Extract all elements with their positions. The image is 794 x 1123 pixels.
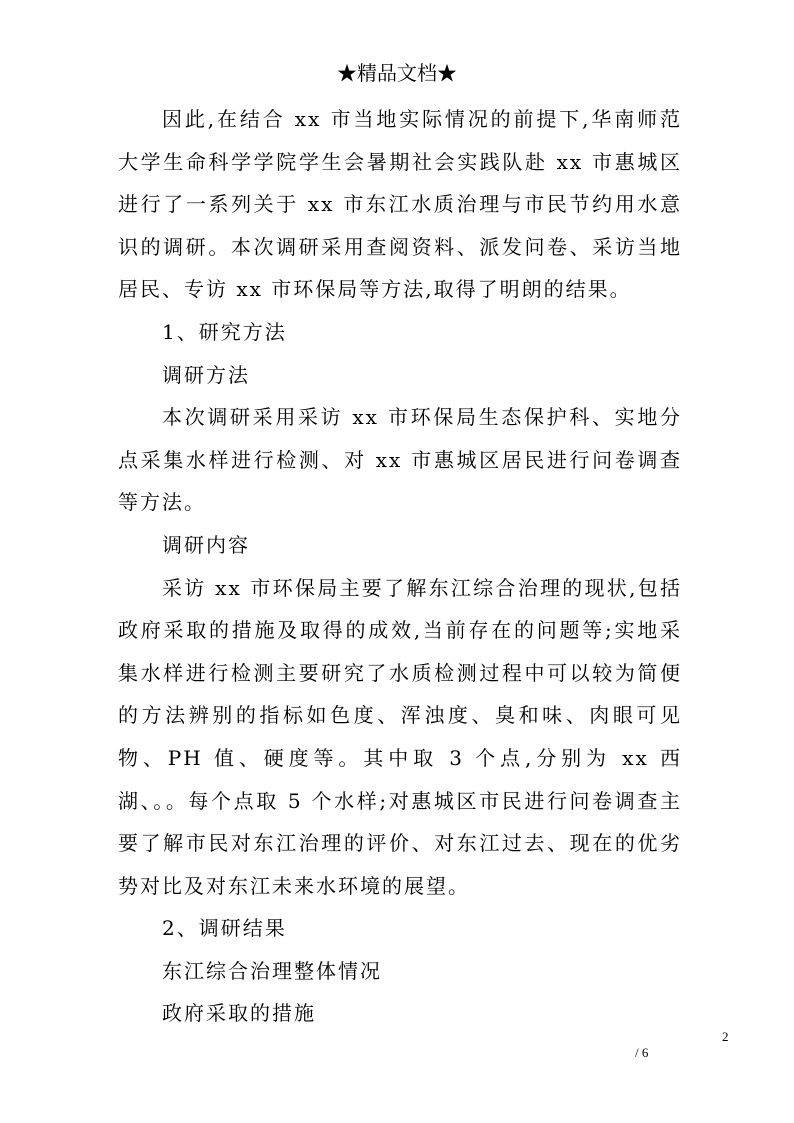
section-heading-survey-results: 2、调研结果 xyxy=(162,916,287,941)
subheading-government-measures: 政府采取的措施 xyxy=(162,1001,316,1026)
body-paragraph-methods: 本次调研采用采访 xx 市环保局生态保护科、实地分点采集水样进行检测、对 xx 市惠城区居民进行问卷调查等方法。 xyxy=(118,405,682,515)
subheading-survey-methods: 调研方法 xyxy=(162,362,250,387)
body-paragraph-intro: 因此,在结合 xx 市当地实际情况的前提下,华南师范大学生命科学学院学生会暑期社会实践队赴 xx 市惠城区进行了一系列关于 xx 市东江水质治理与市民节约用水意识的调研。本次调研采用查阅资料、派发问卷、采访当地居民、专访 xx 市环保局等方法,取得了明朗的结果。 xyxy=(118,107,682,302)
page-number: 2 xyxy=(722,1029,729,1044)
section-heading-research-methods: 1、研究方法 xyxy=(162,319,287,344)
document-header-title: ★精品文档★ xyxy=(337,61,457,85)
document-body xyxy=(118,98,682,1035)
subheading-overall-situation: 东江综合治理整体情况 xyxy=(162,958,382,983)
page-total: / 6 xyxy=(635,1045,649,1060)
subheading-survey-content: 调研内容 xyxy=(162,532,250,557)
body-paragraph-content: 采访 xx 市环保局主要了解东江综合治理的现状,包括政府采取的措施及取得的成效,当前存在的问题等;实地采集水样进行检测主要研究了水质检测过程中可以较为简便的方法辨别的指标如色度、浑浊度、臭和味、肉眼可见物、PH 值、硬度等。其中取 3 个点,分别为 xx 西湖、。。每个点取 5 个水样;对惠城区市民进行问卷调查主要了解市民对东江治理的评价、对东江过去、现在的优劣势对比及对东江未来水环境的展望。 xyxy=(118,575,682,898)
